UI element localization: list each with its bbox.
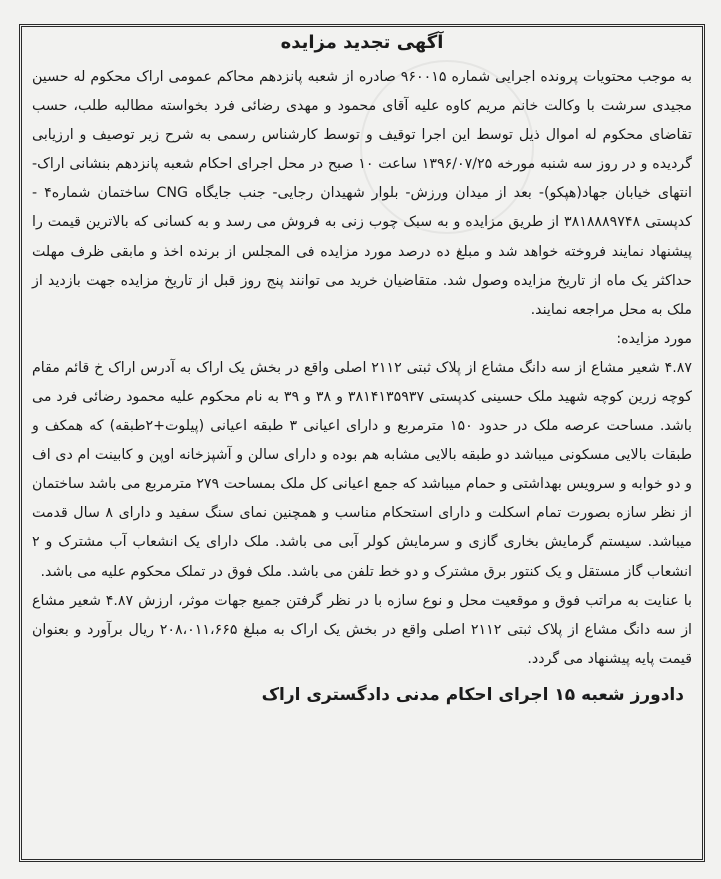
subject-paragraph: ۴.۸۷ شعیر مشاع از سه دانگ مشاع از پلاک ثبتی ۲۱۱۲ اصلی واقع در بخش یک اراک به آدرس اراک خ قائم مقام کوچه زرین کوچه شهید ملک حسینی کدپستی ۳۸۱۴۱۳۵۹۳۷ و ۳۸ و ۳۹ به نام محکوم علیه محمود رضائی فرد می باشد. مساحت عرصه ملک در حدود ۱۵۰ مترمربع و دارای اعیانی ۳ طبقه اعیانی (پیلوت+۲طبقه) که همکف و طبقات بالایی مسکونی میباشد دو طبقه بالایی مشابه هم بوده و دارای سالن و آشپزخانه اوپن و کابینت ام دی اف و دو خوابه و سرویس بهداشتی و حمام میباشد که جمع اعیانی کل ملک بمساحت ۲۷۹ مترمربع می باشد ساختمان از نظر سازه بصورت تمام اسکلت و دارای استحکام مناسب و همچنین نمای سنگ سفید و دارای ۸ سال قدمت میباشد. سیستم گرمایش بخاری گازی و سرمایش کولر آبی می باشد. ملک دارای یک انشعاب آب مشترک و ۲ انشعاب گاز مستقل و یک کنتور برق مشترک و دو خط تلفن می باشد. ملک فوق در تملک محکوم علیه می باشد. — [32, 359, 693, 580]
subject-label: مورد مزایده: — [616, 330, 692, 347]
notice-body — [32, 30, 692, 710]
signature-line: دادورز شعبه ۱۵ اجرای احکام مدنی دادگستری اراک — [261, 684, 684, 705]
intro-paragraph: به موجب محتویات پرونده اجرایی شماره ۹۶۰۰۱۵ صادره از شعبه پانزدهم محاکم عمومی اراک محکوم له حسین مجیدی سرشت با وکالت خانم مریم کاوه علیه آقای محمود و مهدی رضائی فرد بخواسته مطالبه طلب، حسب تقاضای محکوم له اموال ذیل توسط این اجرا توقیف و توسط کارشناس رسمی به شرح زیر توصیف و ارزیابی گردیده و در روز سه شنبه مورخه ۱۳۹۶/۰۷/۲۵ ساعت ۱۰ صبح در محل اجرای احکام شعبه پانزدهم بنشانی اراک- انتهای خیابان جهاد(هپکو)- بعد از میدان ورزش- بلوار شهیدان رجایی- جنب جایگاه CNG ساختمان شماره۴ - کدپستی ۳۸۱۸۸۸۹۷۴۸ از طریق مزایده و به سبک چوب زنی به فروش می رسد و به کسانی که بالاترین قیمت را پیشنهاد نمایند فروخته خواهد شد و مبلغ ده درصد مورد مزایده فی المجلس از برنده اخذ و مابقی ظرف مهلت حداکثر یک ماه از تاریخ مزایده وصول شد. متقاضیان خرید می توانند پنج روز قبل از تاریخ مزایده جهت بازدید از ملک به محل مراجعه نمایند. — [32, 69, 693, 318]
notice-title: آگهی تجدید مزایده — [280, 32, 444, 53]
valuation-paragraph: با عنایت به مراتب فوق و موقعیت محل و نوع سازه با در نظر گرفتن جمیع جهات موثر، ارزش ۴.۸۷ شعیر مشاع از سه دانگ مشاع از پلاک ثبتی ۲۱۱۲ اصلی واقع در بخش یک اراک به مبلغ ۲۰۸،۰۱۱،۶۶۵ ریال برآورد و بعنوان قیمت پایه پیشنهاد می گردد. — [32, 592, 692, 667]
